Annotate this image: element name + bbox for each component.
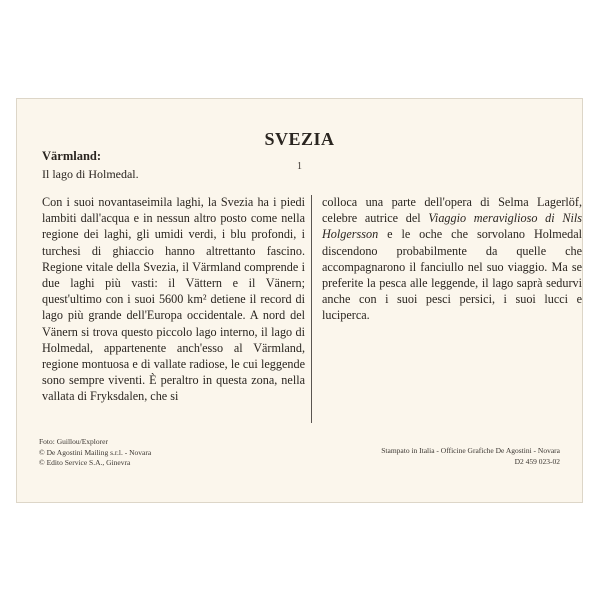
text-column-right	[322, 194, 582, 324]
body-text-right-end: e le oche che sorvolano Holmedal discendono probabilmente da quelle che accompagnarono il fanciullo nel suo viaggio. Ma se preferite la pesca alle leggende, il lago saprà sedurvi anche con i suoi pesci persici, i suoi lucci e luciperca.	[322, 227, 582, 323]
credit-line: © De Agostini Mailing s.r.l. - Novara	[39, 447, 152, 457]
region-heading: Värmland:	[42, 149, 102, 163]
page-number: 1	[297, 161, 302, 172]
catalog-code: D2 459 023-02	[514, 456, 560, 466]
body-text-right-start: colloca una parte dell'opera di Selma Lagerlöf, celebre autrice del	[322, 195, 582, 226]
photo-caption: Il lago di Holmedal.	[42, 167, 139, 181]
body-text-left: Con i suoi novantaseimila laghi, la Svezia ha i piedi lambiti dall'acqua e in nessun altro posto come nella regione dei laghi, gli umidi verdi, i blu profondi, i turchesi di ghiaccio hanno altrettanto fascino. Regione vitale della Svezia, il Värmland comprende i due laghi più vasti: il Vättern e il Vänern; quest'ultimo con i suoi 5600 km² detiene il record di lago più grande dell'Europa occidentale. A nord del Vänern si trova questo piccolo lago interno, il lago di Holmedal, appartenente anch'esso al Värmland, regione montuosa e di vallate radiose, le cui leggende sono sempre viventi. È peraltro in questa zona, nella vallata di Fryksdalen, che si	[42, 195, 305, 404]
printer-line: Stampato in Italia - Officine Grafiche De Agostini - Novara	[381, 446, 560, 455]
book-title: Viaggio meraviglioso di Nils Holgersson	[322, 211, 583, 242]
printer-credits	[381, 446, 560, 467]
country-title: SVEZIA	[264, 129, 335, 149]
credit-line: © Edito Service S.A., Ginevra	[39, 458, 131, 467]
postcard-back	[16, 98, 583, 503]
column-divider	[311, 195, 312, 423]
photo-credits	[39, 437, 151, 469]
text-column-left	[42, 194, 305, 405]
credit-line: Foto: Guillou/Explorer	[39, 437, 108, 446]
body-text-right	[322, 194, 582, 324]
